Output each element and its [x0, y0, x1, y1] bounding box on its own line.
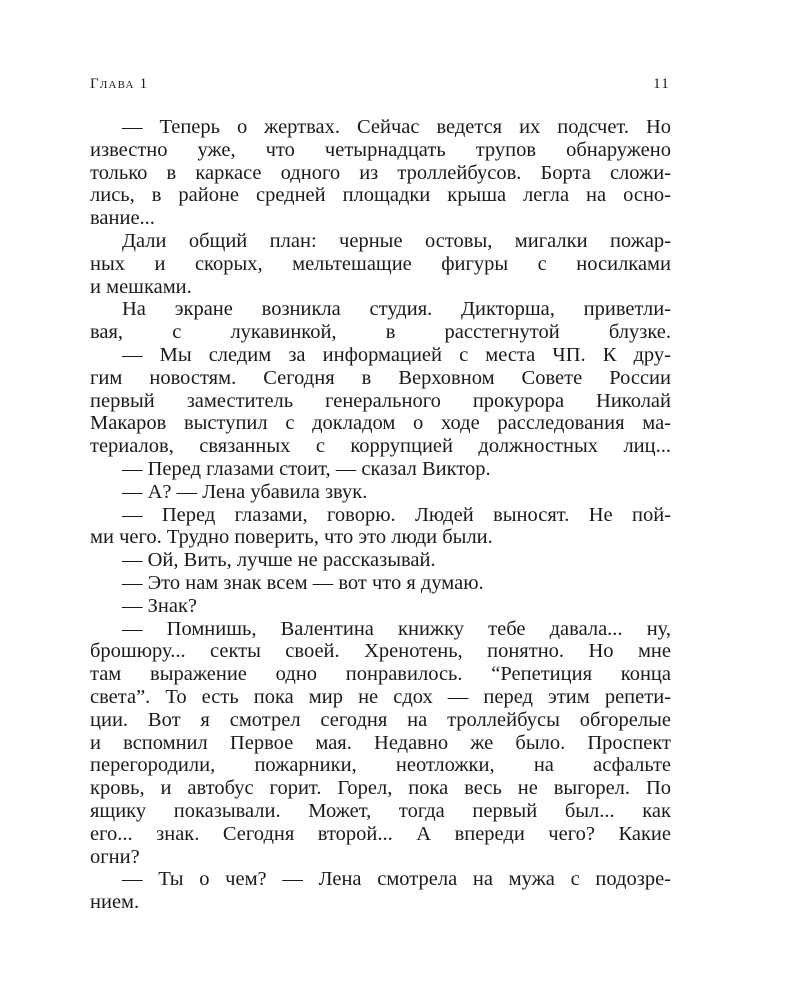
text-line: и вспомнил Первое мая. Недавно же было. Проспект [90, 731, 671, 754]
text-line: — Это нам знак всем — вот что я думаю. [122, 571, 484, 594]
text-line: — Ой, Вить, лучше не рассказывай. [122, 549, 436, 572]
text-line: — Мы следим за информацией с места ЧП. К дру- [122, 343, 671, 366]
text-line: — Ты о чем? — Лена смотрела на мужа с подозре- [122, 868, 671, 891]
text-line: — Знак? [122, 594, 198, 617]
text-line: вая, с лукавинкой, в расстегнутой блузке. [90, 321, 671, 344]
text-line: — А? — Лена убавила звук. [122, 480, 368, 503]
text-line: вание... [90, 207, 155, 230]
text-line: света”. То есть пока мир не сдох — перед этим репети- [90, 685, 671, 708]
text-line: лись, в районе средней площадки крыша легла на осно- [90, 184, 671, 207]
text-line: териалов, связанных с коррупцией должностных лиц... [90, 435, 671, 458]
text-line: брошюру... секты своей. Хренотень, понятно. Но мне [90, 640, 671, 663]
text-line: там выражение одно понравилось. “Репетиция конца [90, 663, 671, 686]
text-line: — Теперь о жертвах. Сейчас ведется их подсчет. Но [122, 116, 671, 138]
text-line: его... знак. Сегодня второй... А впереди чего? Какие [90, 822, 671, 845]
text-line: первый заместитель генерального прокурора Николай [90, 389, 671, 412]
text-line: известно уже, что четырнадцать трупов обнаружено [90, 138, 671, 161]
text-line: и мешками. [90, 275, 192, 298]
text-line: ции. Вот я смотрел сегодня на троллейбусы обгорелые [90, 708, 671, 731]
running-head [90, 76, 670, 100]
text-line: — Помнишь, Валентина книжку тебе давала... ну, [122, 617, 671, 640]
text-line: огни? [90, 845, 140, 868]
text-line: кровь, и автобус горит. Горел, пока весь не выгорел. По [90, 777, 671, 800]
text-line: перегородили, пожарники, неотложки, на асфальте [90, 754, 671, 777]
text-line: нием. [90, 891, 140, 914]
text-line: ми чего. Трудно поверить, что это люди были. [90, 526, 493, 549]
text-line: ящику показывали. Может, тогда первый был... как [90, 799, 671, 822]
body-text [90, 116, 671, 914]
text-line: только в каркасе одного из троллейбусов. Борта сложи- [90, 161, 671, 184]
chapter-title: Глава 1 [90, 76, 149, 92]
text-line: гим новостям. Сегодня в Верховном Совете России [90, 366, 671, 389]
text-line: Дали общий план: черные остовы, мигалки пожар- [122, 229, 671, 252]
text-line: — Перед глазами, говорю. Людей выносят. Не пой- [122, 503, 671, 526]
text-line: Макаров выступил с докладом о ходе расследования ма- [90, 412, 671, 435]
text-line: ных и скорых, мельтешащие фигуры с носилками [90, 252, 671, 275]
text-line: На экране возникла студия. Дикторша, приветли- [122, 298, 671, 321]
page-number: 11 [653, 76, 670, 92]
text-line: — Перед глазами стоит, — сказал Виктор. [122, 457, 491, 480]
